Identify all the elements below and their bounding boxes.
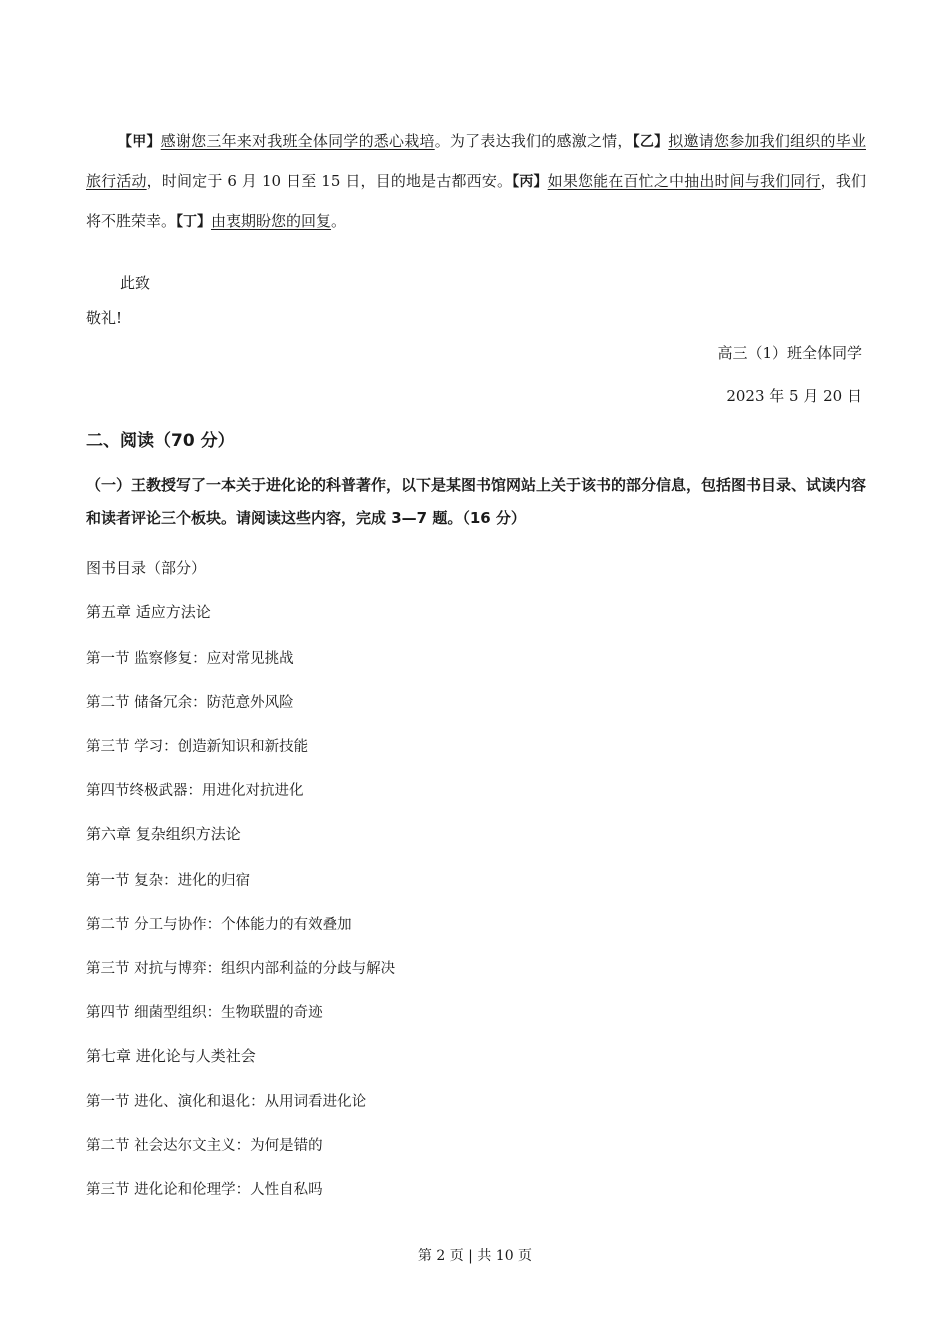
chapter-title: 第五章 适应方法论 bbox=[86, 603, 211, 621]
toc-section: 第一节 监察修复：应对常见挑战 bbox=[86, 651, 294, 667]
marker-yi: 【乙】 bbox=[632, 134, 669, 150]
page-footer: 第 2 页 | 共 10 页 bbox=[417, 1248, 533, 1264]
letter-closing-line2: 敬礼! bbox=[86, 309, 123, 327]
toc-section: 第四节 细菌型组织：生物联盟的奇迹 bbox=[86, 1005, 323, 1021]
toc-section: 第二节 分工与协作：个体能力的有效叠加 bbox=[86, 917, 352, 933]
letter-text: ，时间定于 6 月 10 日至 15 日，目的地是古都西安。 bbox=[146, 172, 513, 190]
letter-text: 。 bbox=[331, 212, 347, 230]
letter-text: 。为了表达我们的感激之情， bbox=[434, 132, 633, 150]
letter-date: 2023 年 5 月 20 日 bbox=[726, 387, 862, 405]
toc-section: 第二节 储备冗余：防范意外风险 bbox=[86, 695, 294, 711]
marker-jia: 【甲】 bbox=[118, 134, 161, 150]
toc-section: 第三节 学习：创造新知识和新技能 bbox=[86, 739, 309, 755]
underlined-phrase-yi: 拟邀请您参加我们组织的毕业旅行活动 bbox=[86, 132, 866, 190]
toc-section: 第一节 复杂：进化的归宿 bbox=[86, 873, 251, 889]
toc-section: 第三节 进化论和伦理学：人性自私吗 bbox=[86, 1182, 323, 1198]
section-title: 二、阅读（70 分） bbox=[86, 431, 235, 451]
toc-title: 图书目录（部分） bbox=[86, 559, 207, 577]
chapter-title: 第七章 进化论与人类社会 bbox=[86, 1047, 256, 1065]
toc-section: 第三节 对抗与博弈：组织内部利益的分歧与解决 bbox=[86, 961, 396, 977]
chapter-title: 第六章 复杂组织方法论 bbox=[86, 825, 241, 843]
letter-paragraph bbox=[86, 122, 866, 242]
letter-text: ，我们将不胜荣幸。 bbox=[86, 172, 866, 230]
toc-section: 第二节 社会达尔文主义：为何是错的 bbox=[86, 1138, 323, 1154]
underlined-phrase-jia: 感谢您三年来对我班全体同学的悉心栽培 bbox=[160, 132, 435, 150]
letter-signature: 高三（1）班全体同学 bbox=[717, 344, 862, 362]
toc-section: 第一节 进化、演化和退化：从用词看进化论 bbox=[86, 1094, 367, 1110]
underlined-phrase-bing: 如果您能在百忙之中抽出时间与我们同行 bbox=[547, 172, 821, 190]
marker-bing: 【丙】 bbox=[512, 174, 548, 190]
underlined-phrase-ding: 由衷期盼您的回复 bbox=[211, 212, 332, 230]
question-intro: （一）王教授写了一本关于进化论的科普著作，以下是某图书馆网站上关于该书的部分信息，包括图书目录、试读内容和读者评论三个板块。请阅读这些内容，完成 3—7 题。（16 分） bbox=[86, 476, 867, 527]
marker-ding: 【丁】 bbox=[176, 214, 212, 230]
letter-closing-line1: 此致 bbox=[120, 274, 151, 292]
toc-section: 第四节终极武器：用进化对抗进化 bbox=[86, 783, 304, 799]
